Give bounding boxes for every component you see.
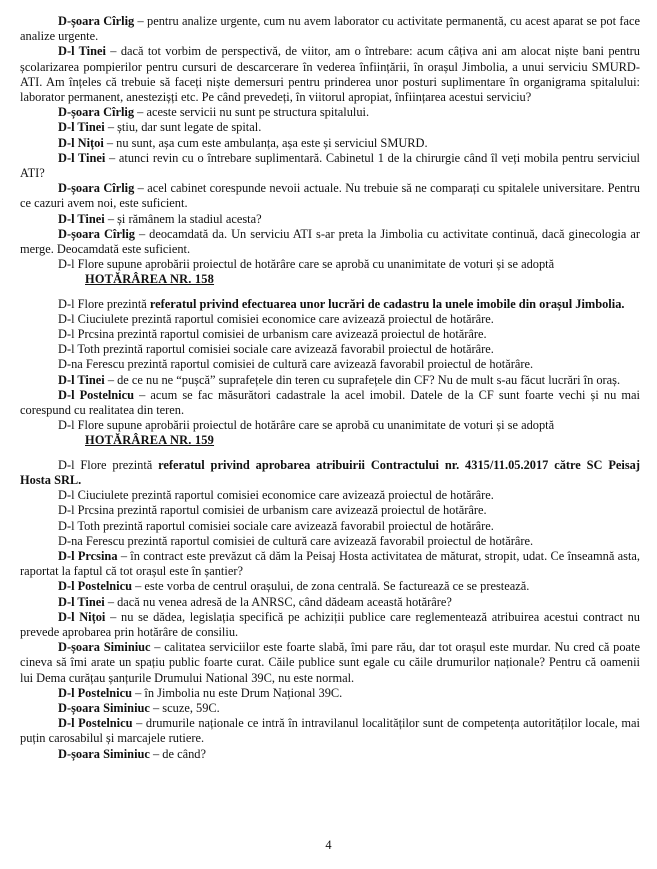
paragraph-text: – drumurile naționale ce intră în intravilanul localităților sunt de competența autorităților locale, mai puțin carosabilul și marcajele rutiere. <box>20 716 641 746</box>
dialogue-section-2 <box>20 373 640 434</box>
speaker-name: D-l Prcsina <box>58 548 118 563</box>
paragraph <box>20 151 640 181</box>
paragraph-text: – aceste servicii nu sunt pe structura spitalului. <box>134 105 370 120</box>
speaker-name: D-l Tinei <box>58 44 106 59</box>
speaker-name: D-l Tinei <box>58 372 105 387</box>
speaker-name: D-l Postelnicu <box>58 716 133 731</box>
paragraph <box>20 579 640 594</box>
paragraph-text: – de când? <box>149 746 206 761</box>
paragraph <box>20 44 640 105</box>
commission-report: D-na Ferescu prezintă raportul comisiei de cultură care avizează favorabil proiectul de hotărâre. <box>58 357 534 372</box>
dialogue-section-1 <box>20 14 640 272</box>
referat-intro-contract <box>20 458 640 488</box>
paragraph <box>20 227 640 257</box>
speaker-name: D-șoara Cîrlig <box>58 105 135 120</box>
paragraph <box>20 610 640 640</box>
referat-title: referatul privind aprobarea atribuirii Contractului nr. 4315/11.05.2017 către SC Peisaj Hosta SRL. <box>20 457 640 487</box>
intro-text: D-l Flore prezintă <box>58 296 150 311</box>
speaker-name: D-l Tinei <box>58 120 105 135</box>
speaker-name: D-șoara Siminiuc <box>58 640 151 655</box>
commission-report: D-na Ferescu prezintă raportul comisiei de cultură care avizează favorabil proiectul de hotărâre. <box>58 533 534 548</box>
paragraph <box>20 105 640 120</box>
paragraph-text: – în Jimbolia nu este Drum Național 39C. <box>132 685 343 700</box>
paragraph <box>20 181 640 211</box>
paragraph-text: – calitatea serviciilor este foarte slabă, îmi pare rău, dar tot orașul este murdar. Nu cred că poate cineva să îmi arate un spațiu public foarte curat. Căile publice sunt egale cu căile drumurilor naționale? Pentru că oamenii lui Dema curățau șanțurile Drumului National 39C, nu este normal. <box>20 640 640 685</box>
paragraph-text: – atunci revin cu o întrebare suplimentară. Cabinetul 1 de la chirurgie când îl veți mobila pentru serviciul ATI? <box>20 150 640 181</box>
speaker-name: D-l Postelnicu <box>58 579 132 594</box>
paragraph-text: – pentru analize urgente, cum nu avem laborator cu activitate permanentă, cu acest aparat se pot face analize urgente. <box>20 14 640 44</box>
speaker-name: D-șoara Cîrlig <box>58 181 135 196</box>
speaker-name: D-l Postelnicu <box>58 685 132 700</box>
paragraph <box>20 14 640 44</box>
paragraph <box>20 418 640 433</box>
paragraph-text: – deocamdată da. Un serviciu ATI s-ar preta la Jimbolia cu activitate continuă, dacă ginecologia ar merge. Deocamdată este suficient. <box>20 226 640 257</box>
hotarare-158-heading: HOTĂRÂREA NR. 158 <box>85 272 215 287</box>
commission-report: D-l Prcsina prezintă raportul comisiei de urbanism care avizează proiectul de hotărâre. <box>58 503 487 518</box>
paragraph-text: – acum se fac măsurători cadastrale la acel imobil. Datele de la CF sunt foarte vechi și nu mai corespund cu realitatea din teren. <box>20 387 640 418</box>
paragraph <box>20 120 640 135</box>
speaker-name: D-șoara Siminiuc <box>58 746 150 761</box>
hotarare-159-heading: HOTĂRÂREA NR. 159 <box>85 433 215 448</box>
commission-report: D-l Toth prezintă raportul comisiei sociale care avizează favorabil proiectul de hotărâre. <box>58 518 494 533</box>
paragraph-text: – este vorba de centrul orașului, de zona centrală. Se facturează ce se prestează. <box>132 579 530 594</box>
paragraph <box>20 136 640 151</box>
speaker-name: D-l Tinei <box>58 211 105 226</box>
paragraph-text: – în contract este prevăzut că dăm la Peisaj Hosta activitatea de măturat, stropit, udat. Ce înseamnă asta, raportat la faptul că tot orașul este în șantier? <box>20 548 640 579</box>
referat-intro-cadastru <box>20 297 640 312</box>
reports-section-2 <box>20 312 640 373</box>
paragraph-text: – nu sunt, așa cum este ambulanța, așa este și serviciul SMURD. <box>103 135 428 150</box>
commission-report: D-l Ciuciulete prezintă raportul comisiei economice care avizează proiectul de hotărâre. <box>58 311 494 326</box>
reports-section-3 <box>20 488 640 549</box>
speaker-name: D-șoara Cîrlig <box>58 14 135 28</box>
paragraph-text: – dacă nu venea adresă de la ANRSC, când dădeam această hotărâre? <box>104 594 452 609</box>
paragraph <box>20 686 640 701</box>
paragraph <box>20 257 640 272</box>
paragraph-text: D-l Flore supune aprobării proiectul de hotărâre care se aprobă cu unanimitate de voturi și se adoptă <box>58 418 555 433</box>
speaker-name: D-l Nițoi <box>58 135 104 150</box>
paragraph <box>20 549 640 579</box>
paragraph-text: – știu, dar sunt legate de spital. <box>104 120 262 135</box>
intro-text: D-l Flore prezintă <box>58 457 159 472</box>
speaker-name: D-l Tinei <box>58 150 106 165</box>
dialogue-section-3 <box>20 549 640 762</box>
paragraph <box>20 747 640 762</box>
speaker-name: D-l Postelnicu <box>58 387 134 402</box>
page-number: 4 <box>325 838 332 852</box>
commission-report: D-l Ciuciulete prezintă raportul comisiei economice care avizează proiectul de hotărâre. <box>58 488 494 503</box>
paragraph-text: – acel cabinet corespunde nevoii actuale. Nu trebuie să ne comparați cu spitalele universitare. Pentru ce cazuri avem noi, este suficient. <box>20 181 640 211</box>
referat-title: referatul privind efectuarea unor lucrări de cadastru la unele imobile din orașul Jimbolia. <box>149 296 625 311</box>
paragraph <box>20 716 640 746</box>
speaker-name: D-șoara Cîrlig <box>58 226 135 241</box>
paragraph <box>20 595 640 610</box>
commission-report: D-l Toth prezintă raportul comisiei sociale care avizează favorabil proiectul de hotărâre. <box>58 342 494 357</box>
paragraph-text: – și rămânem la stadiul acesta? <box>104 211 262 226</box>
commission-report: D-l Prcsina prezintă raportul comisiei de urbanism care avizează proiectul de hotărâre. <box>58 327 487 342</box>
paragraph <box>20 388 640 418</box>
document-body <box>20 14 640 762</box>
paragraph-text: – de ce nu ne “pușcă” suprafețele din teren cu suprafețele din CF? Nu de mult s-au făcut lucrări în oraș. <box>104 372 621 387</box>
speaker-name: D-l Nițoi <box>58 609 106 624</box>
paragraph-text: – scuze, 59C. <box>149 700 220 715</box>
paragraph <box>20 373 640 388</box>
paragraph-text: – nu se dădea, legislația specifică pe achiziții publice care reglementează atribuirea acestui contract nu prevede aprobarea prin hotărâre de consiliu. <box>20 609 640 639</box>
paragraph <box>20 701 640 716</box>
speaker-name: D-l Tinei <box>58 594 105 609</box>
paragraph-text: D-l Flore supune aprobării proiectul de hotărâre care se aprobă cu unanimitate de voturi și se adoptă <box>58 257 555 272</box>
paragraph <box>20 640 640 686</box>
speaker-name: D-șoara Siminiuc <box>58 700 150 715</box>
paragraph <box>20 212 640 227</box>
paragraph-text: – dacă tot vorbim de perspectivă, de viitor, am o întrebare: acum câțiva ani am alocat niște bani pentru școlarizarea pompierilor pentru cursuri de descarcerare în vederea înființării, în orașul Jimbolia, a unui serviciu SMURD-ATI. Am înțeles că trebuie să faceți niște demersuri pentru prinderea unor posturi suplimentare în organigrama spitalului: laborator permanent, anestezișți etc. Pe când prevedeți, în viitorul apropiat, înființarea acestui serviciu? <box>20 44 640 105</box>
